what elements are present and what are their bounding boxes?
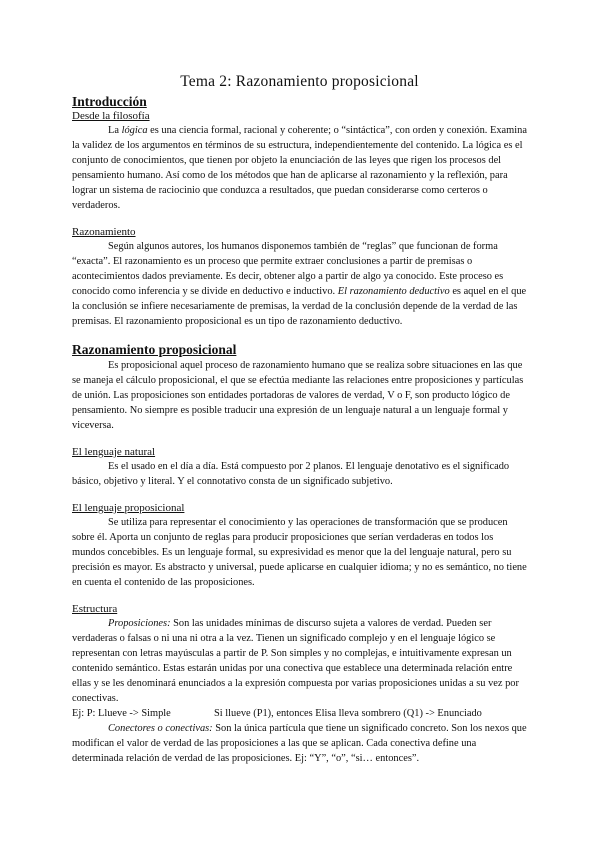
example-simple: Ej: P: Llueve -> Simple: [72, 708, 171, 719]
example-enunciado: Si llueve (P1), entonces Elisa lleva sombrero (Q1) -> Enunciado: [214, 708, 482, 719]
text-run: Son la única partícula que tiene un significado concreto. Son los nexos que modifican el valor de verdad de las proposiciones a las que se aplican. Cada conectiva define una determinada relación de verdad de las proposiciones. Ej: “Y”, “o”, “si… entonces”.: [72, 723, 527, 764]
subheading-lenguaje-natural: El lenguaje natural: [72, 446, 156, 458]
paragraph-conectores: [72, 721, 527, 766]
italic-term: El razonamiento deductivo: [337, 286, 450, 297]
text-run: La: [108, 125, 122, 136]
paragraph-logica: [72, 123, 527, 213]
paragraph-proposiciones: [72, 616, 527, 706]
text-run: es aquel en el que la conclusión se infiere necesariamente de premisas, la verdad de la conclusión depende de la verdad de las premisas. El razonamiento proposicional es un tipo de razonamiento deductivo.: [72, 286, 527, 327]
subheading-razonamiento: Razonamiento: [72, 226, 136, 238]
text-run: Son las unidades mínimas de discurso sujeta a valores de verdad. Pueden ser verdaderas o falsas o ni una ni otra a la vez. Tienen un significado complejo y en el lenguaje lógico se representan con letras mayúsculas a partir de P. Son simples y no complejas, e intuitivamente expresan un contenido semántico. Estas estarán unidas por una conectiva que establece una determinada relación entre ellas y se les denominará enunciados a la expresión compuesta por varias proposiciones unidas a su vez por conectivas.: [72, 618, 519, 704]
subheading-estructura: Estructura: [72, 603, 118, 615]
italic-term: lógica: [121, 125, 148, 136]
example-line: [72, 706, 527, 721]
italic-term: Proposiciones:: [108, 618, 171, 629]
paragraph-razonamiento-proposicional: Es proposicional aquel proceso de razonamiento humano que se realiza sobre situaciones en las que se maneja el cálculo proposicional, el que se efectúa mediante las relaciones entre proposiciones y partículas de unión. Las proposiciones son entidades portadoras de valores de verdad, V o F, son producto lógico de pensamiento. No siempre es posible traducir una expresión de un lenguaje natural a un lenguaje formal y viceversa.: [72, 360, 524, 431]
subheading-desde-la-filosofia: Desde la filosofía: [72, 110, 150, 122]
paragraph-lenguaje-proposicional: Se utiliza para representar el conocimiento y las operaciones de transformación que se producen sobre él. Aporta un conjunto de reglas para producir proposiciones que serían verdaderas en todos los mundos concebibles. Es un lenguaje formal, su expresividad es menor que la del lenguaje natural, pero su precisión es mayor. Es abstracto y universal, puede aplicarse en cualquier idioma; y no es semántico, no tiene en cuenta el contenido de las proposiciones.: [72, 517, 527, 588]
subheading-lenguaje-proposicional: El lenguaje proposicional: [72, 502, 185, 514]
paragraph-razonamiento: [72, 239, 527, 329]
text-run: es una ciencia formal, racional y coherente; o “sintáctica”, con orden y conexión. Examina la validez de los argumentos en términos de su estructura, independientemente del contenido. La lógica es el conjunto de conocimientos, que tienen por objeto la enunciación de las leyes que rigen los procesos del pensamiento humano. Así como de los métodos que han de aplicarse al razonamiento y la reflexión, para lograr un sistema de raciocinio que conduzca a resultados, que puedan considerarse como certeros o verdaderos.: [72, 125, 527, 211]
paragraph-lenguaje-natural: Es el usado en el día a día. Está compuesto por 2 planos. El lenguaje denotativo es el significado básico, objetivo y literal. Y el connotativo consta de un significado subjetivo.: [72, 461, 510, 487]
section-heading-razonamiento-proposicional: Razonamiento proposicional: [72, 342, 237, 357]
text-run: Según algunos autores, los humanos disponemos también de “reglas” que funcionan de forma “exacta”. El razonamiento es un proceso que permite extraer conclusiones a partir de premisas o acontecimientos dados previamente. Es decir, obtener algo a partir de algo ya conocido. Este proceso es conocido como inferencia y se divide en deductivo e inductivo.: [72, 241, 504, 297]
page-title: Tema 2: Razonamiento proposicional: [180, 73, 419, 90]
italic-term: Conectores o conectivas:: [108, 723, 213, 734]
section-heading-introduccion: Introducción: [72, 94, 147, 109]
